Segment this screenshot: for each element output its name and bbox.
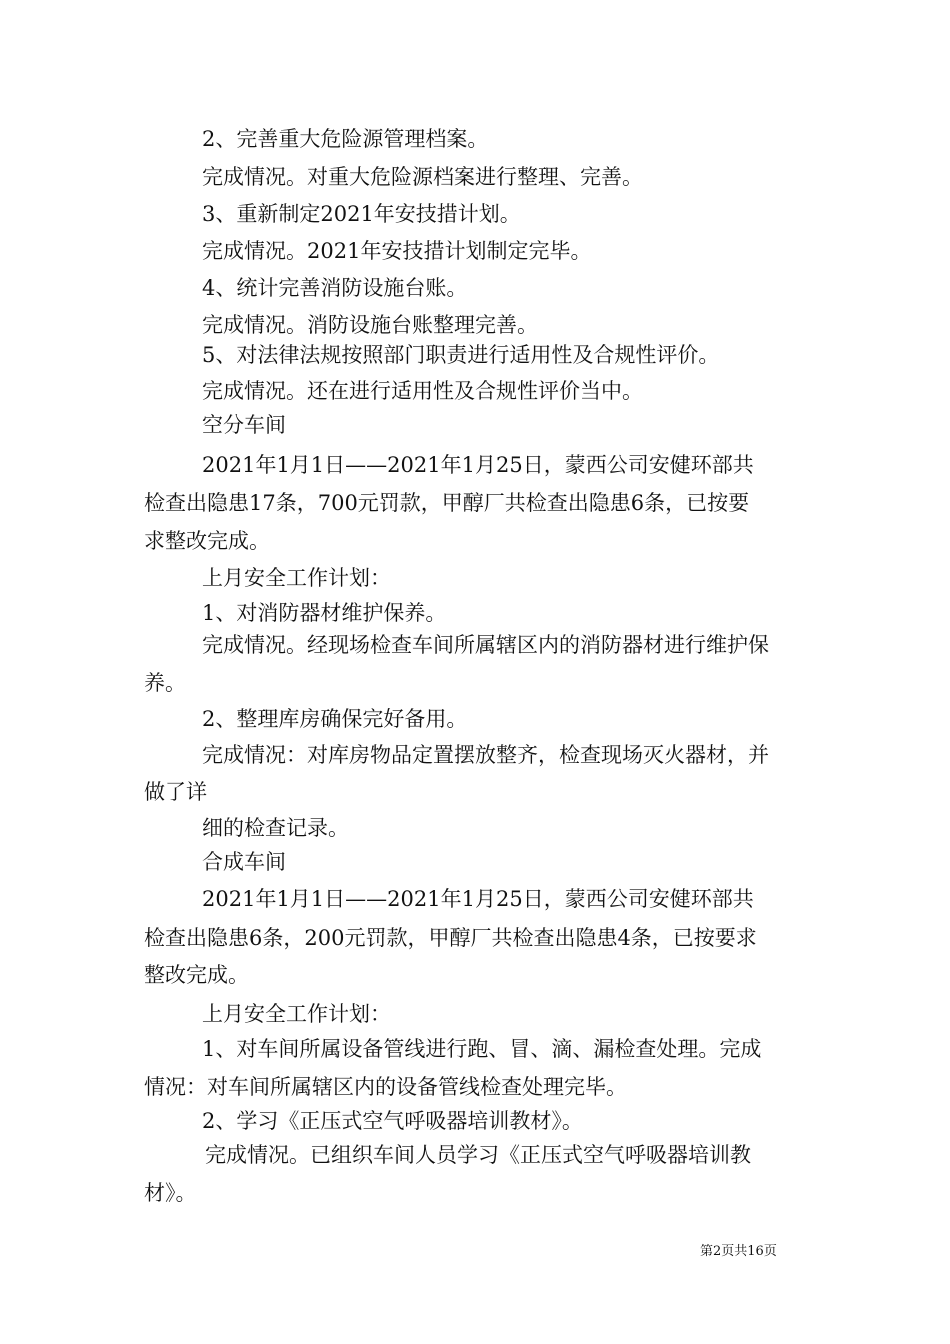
text-line: 5、对法律法规按照部门职责进行适用性及合规性评价。	[202, 343, 720, 367]
text-line: 情况：对车间所属辖区内的设备管线检查处理完毕。	[144, 1075, 627, 1099]
text-line: 做了详	[144, 780, 207, 804]
text-line: 完成情况。还在进行适用性及合规性评价当中。	[202, 379, 643, 403]
text-line: 上月安全工作计划：	[202, 1002, 391, 1026]
text-line: 检查出隐患6条，200元罚款，甲醇厂共检查出隐患4条，已按要求	[144, 926, 757, 950]
text-line: 整改完成。	[144, 963, 249, 987]
text-line: 上月安全工作计划：	[202, 566, 391, 590]
section-heading: 合成车间	[202, 850, 286, 874]
text-line: 材》。	[144, 1181, 197, 1205]
text-line: 2、完善重大危险源管理档案。	[202, 127, 489, 151]
text-line: 完成情况。消防设施台账整理完善。	[202, 313, 538, 337]
page-number: 第2页共16页	[700, 1244, 777, 1259]
text-line: 1、对车间所属设备管线进行跑、冒、滴、漏检查处理。完成	[202, 1037, 762, 1061]
text-line: 2021年1月1日——2021年1月25日，蒙西公司安健环部共	[202, 453, 754, 477]
text-line: 1、对消防器材维护保养。	[202, 601, 447, 625]
text-line: 2021年1月1日——2021年1月25日，蒙西公司安健环部共	[202, 887, 754, 911]
text-line: 完成情况。2021年安技措计划制定完毕。	[202, 239, 592, 263]
text-line: 完成情况：对库房物品定置摆放整齐，检查现场灭火器材，并	[202, 743, 769, 767]
text-line: 检查出隐患17条，700元罚款，甲醇厂共检查出隐患6条，已按要	[144, 491, 750, 515]
text-line: 求整改完成。	[144, 529, 270, 553]
text-line: 3、重新制定2021年安技措计划。	[202, 202, 521, 226]
section-heading: 空分车间	[202, 413, 286, 437]
text-line: 细的检查记录。	[202, 816, 349, 840]
text-line: 养。	[144, 671, 186, 695]
text-line: 4、统计完善消防设施台账。	[202, 276, 468, 300]
text-line: 2、整理库房确保完好备用。	[202, 707, 468, 731]
text-line: 2、学习《正压式空气呼吸器培训教材》。	[202, 1109, 583, 1133]
text-line: 完成情况。对重大危险源档案进行整理、完善。	[202, 165, 643, 189]
text-line: 完成情况。经现场检查车间所属辖区内的消防器材进行维护保	[202, 633, 769, 657]
text-line: 完成情况。已组织车间人员学习《正压式空气呼吸器培训教	[205, 1143, 751, 1167]
